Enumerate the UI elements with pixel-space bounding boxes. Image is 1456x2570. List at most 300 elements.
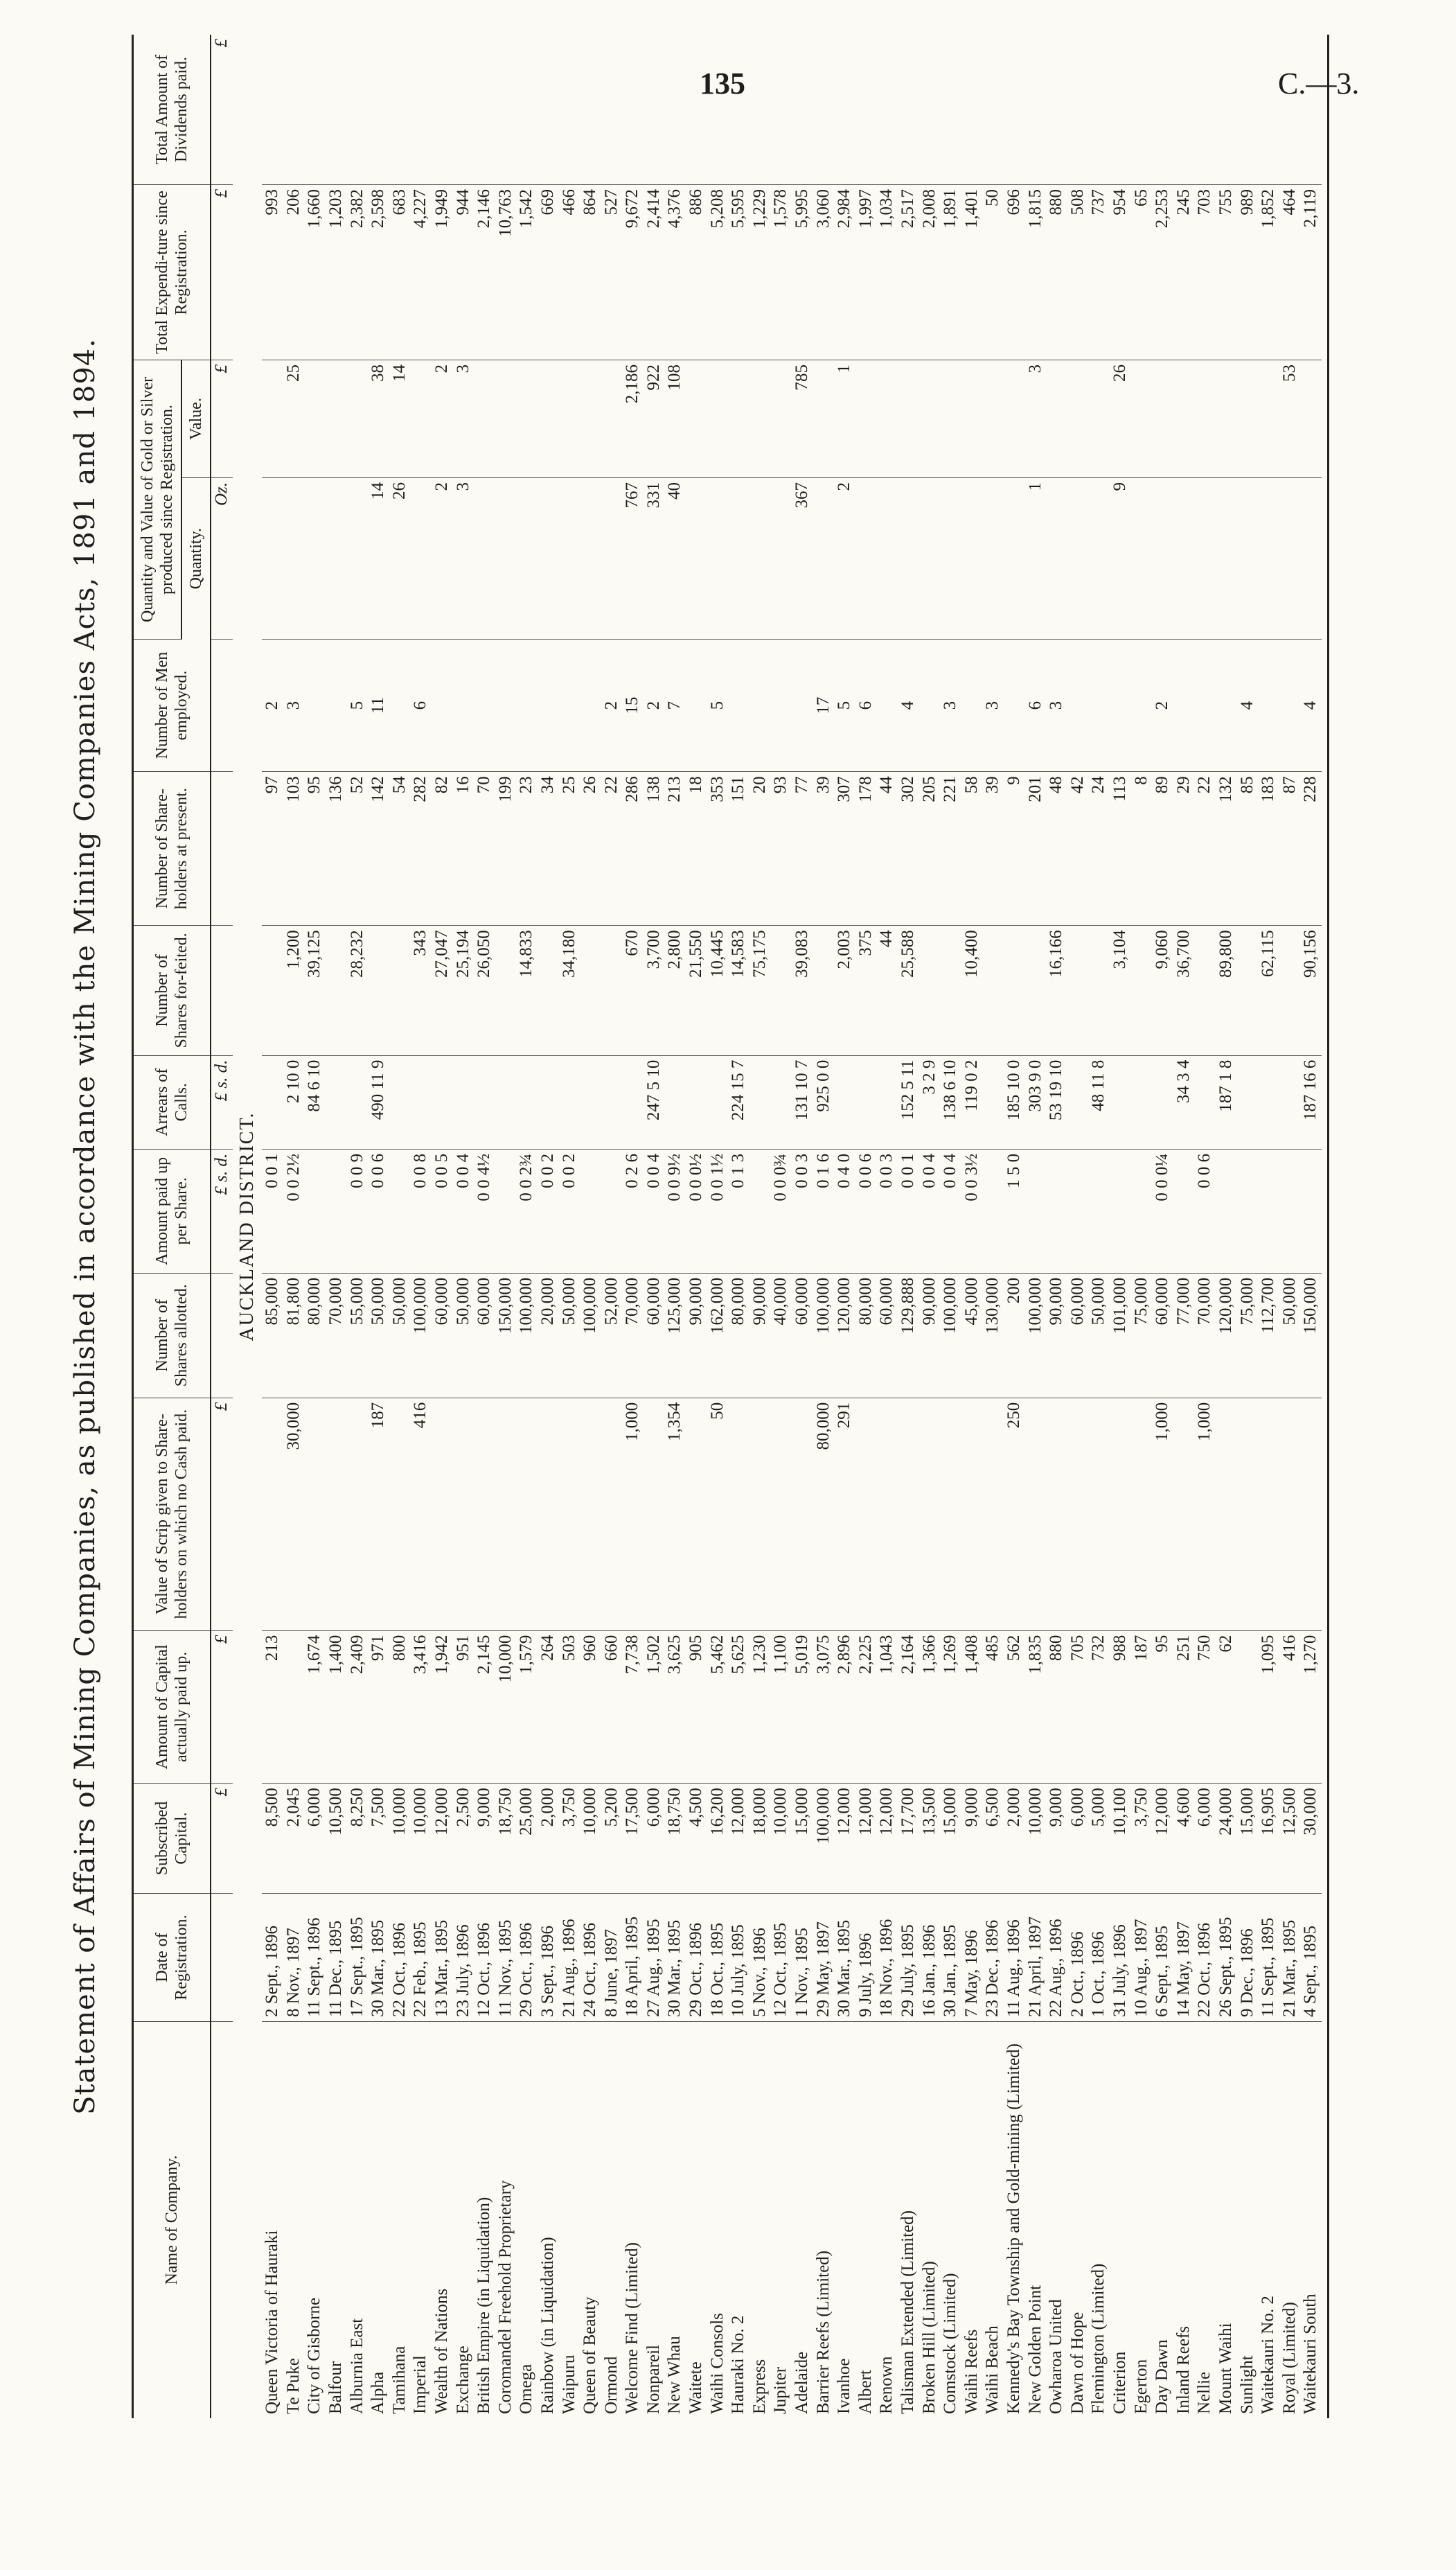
shares-allotted: 90,000 <box>749 1273 771 1398</box>
scrip-value <box>1237 1398 1259 1630</box>
capital-paid-up: 187 <box>1131 1630 1153 1784</box>
gold-value <box>855 360 877 478</box>
subscribed-capital: 3,750 <box>1131 1784 1153 1894</box>
scrip-value <box>453 1398 474 1630</box>
shareholders: 307 <box>834 772 855 926</box>
arrears-of-calls <box>749 1055 771 1149</box>
shares-allotted: 60,000 <box>643 1273 665 1398</box>
shares-allotted: 90,000 <box>1046 1273 1067 1398</box>
header-subscribed: Subscribed Capital. <box>133 1784 211 1894</box>
shares-forfeited: 2,800 <box>664 926 686 1055</box>
men-employed <box>749 639 771 771</box>
company-name: Te Puke <box>283 2358 303 2414</box>
men-employed: 3 <box>283 639 305 771</box>
total-expenditure: 1,949 <box>432 184 453 360</box>
registration-date: 24 Oct., 1896 <box>580 1894 601 2022</box>
registration-date: 13 Mar., 1895 <box>432 1894 453 2022</box>
gold-value: 108 <box>664 360 686 478</box>
shareholders: 70 <box>474 772 495 926</box>
paid-per-share <box>1258 1149 1279 1273</box>
gold-value <box>1300 360 1322 478</box>
gold-value <box>1131 360 1153 478</box>
paid-per-share <box>1088 1149 1110 1273</box>
gold-quantity <box>813 477 835 639</box>
gold-quantity: 1 <box>1025 477 1047 639</box>
gold-value <box>686 360 707 478</box>
scrip-value <box>1110 1398 1131 1630</box>
men-employed: 5 <box>707 639 729 771</box>
dividends-paid <box>1173 35 1195 184</box>
scrip-value <box>1258 1398 1279 1630</box>
registration-date: 30 Jan., 1895 <box>940 1894 961 2022</box>
shares-forfeited <box>982 926 1004 1055</box>
gold-quantity <box>326 477 347 639</box>
header-arrears: Arrears of Calls. <box>133 1055 211 1149</box>
company-name: Ivanhoe <box>835 2358 854 2414</box>
capital-paid-up: 800 <box>389 1630 411 1784</box>
paid-per-share: 0 0 8 <box>410 1149 432 1273</box>
shareholders: 132 <box>1216 772 1237 926</box>
shares-allotted: 150,000 <box>1300 1273 1322 1398</box>
paid-per-share <box>1067 1149 1089 1273</box>
paid-per-share <box>304 1149 326 1273</box>
shares-forfeited <box>770 926 792 1055</box>
gold-value: 785 <box>792 360 813 478</box>
arrears-of-calls <box>834 1055 855 1149</box>
gold-value: 25 <box>283 360 305 478</box>
dividends-paid <box>940 35 961 184</box>
shareholders: 138 <box>643 772 665 926</box>
dividends-paid <box>601 35 623 184</box>
dividends-paid <box>876 35 898 184</box>
registration-date: 3 Sept., 1896 <box>538 1894 559 2022</box>
gold-quantity <box>855 477 877 639</box>
registration-date: 1 Nov., 1895 <box>792 1894 813 2022</box>
gold-quantity <box>940 477 961 639</box>
paid-per-share <box>1279 1149 1301 1273</box>
gold-quantity <box>601 477 623 639</box>
subscribed-capital: 8,250 <box>347 1784 369 1894</box>
capital-paid-up: 660 <box>601 1630 623 1784</box>
registration-date: 18 Nov., 1896 <box>876 1894 898 2022</box>
table-row <box>495 35 517 2418</box>
dividends-paid <box>707 35 729 184</box>
table-row <box>410 35 432 2418</box>
table-row <box>643 35 665 2418</box>
scrip-value: 250 <box>1004 1398 1025 1630</box>
arrears-of-calls: 119 0 2 <box>961 1055 983 1149</box>
total-expenditure: 508 <box>1067 184 1089 360</box>
paid-per-share <box>326 1149 347 1273</box>
dividends-paid <box>643 35 665 184</box>
total-expenditure: 1,997 <box>855 184 877 360</box>
scrip-value <box>559 1398 580 1630</box>
unit-cell: Oz. <box>211 477 233 639</box>
scrip-value <box>1046 1398 1067 1630</box>
total-expenditure: 683 <box>389 184 411 360</box>
men-employed: 2 <box>262 639 283 771</box>
subscribed-capital: 12,000 <box>728 1784 749 1894</box>
registration-date: 23 Dec., 1896 <box>982 1894 1004 2022</box>
gold-quantity <box>516 477 538 639</box>
scrip-value <box>389 1398 411 1630</box>
table-row <box>347 35 369 2418</box>
capital-paid-up: 5,462 <box>707 1630 729 1784</box>
gold-value <box>919 360 941 478</box>
men-employed: 2 <box>643 639 665 771</box>
registration-date: 7 May, 1896 <box>961 1894 983 2022</box>
total-expenditure: 5,595 <box>728 184 749 360</box>
capital-paid-up: 880 <box>1046 1630 1067 1784</box>
gold-value <box>1216 360 1237 478</box>
shares-allotted: 90,000 <box>919 1273 941 1398</box>
scrip-value <box>1216 1398 1237 1630</box>
table-row <box>1025 35 1047 2418</box>
shareholders: 39 <box>813 772 835 926</box>
unit-cell: £ <box>211 1630 233 1784</box>
subscribed-capital: 100,000 <box>813 1784 835 1894</box>
subscribed-capital: 30,000 <box>1300 1784 1322 1894</box>
paid-per-share: 0 0 3 <box>876 1149 898 1273</box>
dividends-paid <box>686 35 707 184</box>
gold-value <box>516 360 538 478</box>
capital-paid-up <box>1237 1630 1259 1784</box>
gold-value <box>410 360 432 478</box>
scrip-value <box>1300 1398 1322 1630</box>
arrears-of-calls: 138 6 10 <box>940 1055 961 1149</box>
total-expenditure: 5,208 <box>707 184 729 360</box>
shares-forfeited <box>1067 926 1089 1055</box>
registration-date: 2 Oct., 1896 <box>1067 1894 1089 2022</box>
shares-forfeited: 343 <box>410 926 432 1055</box>
header-forfeited: Number of Shares for-feited. <box>133 926 211 1055</box>
men-employed <box>304 639 326 771</box>
paid-per-share: 0 0 2 <box>559 1149 580 1273</box>
capital-paid-up: 1,835 <box>1025 1630 1047 1784</box>
paid-per-share: 0 0 6 <box>368 1149 389 1273</box>
total-expenditure: 864 <box>580 184 601 360</box>
shares-allotted: 162,000 <box>707 1273 729 1398</box>
page-number: 135 <box>700 67 745 100</box>
shares-allotted: 125,000 <box>664 1273 686 1398</box>
table-row <box>834 35 855 2418</box>
header-holders: Number of Share-holders at present. <box>133 772 211 926</box>
table-row <box>432 35 453 2418</box>
arrears-of-calls <box>1194 1055 1216 1149</box>
shares-forfeited: 28,232 <box>347 926 369 1055</box>
company-name: Express <box>749 2359 769 2414</box>
gold-value: 1 <box>834 360 855 478</box>
registration-date: 29 Oct., 1896 <box>686 1894 707 2022</box>
shareholders: 25 <box>559 772 580 926</box>
registration-date: 2 Sept., 1896 <box>262 1894 283 2022</box>
dividends-paid <box>1300 35 1322 184</box>
men-employed: 6 <box>1025 639 1047 771</box>
subscribed-capital: 12,000 <box>855 1784 877 1894</box>
gold-value: 38 <box>368 360 389 478</box>
shareholders: 23 <box>516 772 538 926</box>
total-expenditure: 206 <box>283 184 305 360</box>
company-name: Waitete <box>686 2361 706 2414</box>
header-gold-group: Quantity and Value of Gold or Silver produced since Registration. <box>133 360 182 640</box>
header-date: Date of Registration. <box>133 1894 211 2022</box>
table-row <box>601 35 623 2418</box>
men-employed <box>1088 639 1110 771</box>
shares-forfeited: 36,700 <box>1173 926 1195 1055</box>
registration-date: 11 Sept., 1896 <box>304 1894 326 2022</box>
shares-forfeited <box>919 926 941 1055</box>
men-employed: 15 <box>622 639 643 771</box>
paid-per-share: 0 1 6 <box>813 1149 835 1273</box>
shareholders: 93 <box>770 772 792 926</box>
scrip-value <box>940 1398 961 1630</box>
shares-allotted: 81,800 <box>283 1273 305 1398</box>
table-row <box>1004 35 1025 2418</box>
scrip-value: 80,000 <box>813 1398 835 1630</box>
scrip-value <box>1025 1398 1047 1630</box>
shares-allotted: 60,000 <box>792 1273 813 1398</box>
shares-allotted: 40,000 <box>770 1273 792 1398</box>
paid-per-share: 0 0 4 <box>940 1149 961 1273</box>
total-expenditure: 2,598 <box>368 184 389 360</box>
shareholders: 205 <box>919 772 941 926</box>
registration-date: 6 Sept., 1895 <box>1152 1894 1173 2022</box>
header-expenditure: Total Expendi-ture since Registration. <box>133 184 211 360</box>
gold-quantity <box>961 477 983 639</box>
table-row <box>876 35 898 2418</box>
company-name: Waipuru <box>559 2355 578 2414</box>
arrears-of-calls: 152 5 11 <box>898 1055 919 1149</box>
shares-forfeited <box>538 926 559 1055</box>
scrip-value <box>538 1398 559 1630</box>
total-expenditure: 703 <box>1194 184 1216 360</box>
scrip-value <box>749 1398 771 1630</box>
registration-date: 22 Aug., 1896 <box>1046 1894 1067 2022</box>
shares-allotted: 60,000 <box>1152 1273 1173 1398</box>
shares-forfeited: 375 <box>855 926 877 1055</box>
company-name: Ormond <box>601 2356 621 2414</box>
dividends-paid <box>580 35 601 184</box>
district-row <box>233 35 263 2418</box>
total-expenditure: 1,203 <box>326 184 347 360</box>
dividends-paid <box>919 35 941 184</box>
subscribed-capital: 9,000 <box>961 1784 983 1894</box>
shareholders: 201 <box>1025 772 1047 926</box>
dividends-paid <box>622 35 643 184</box>
company-name: Welcome Find (Limited) <box>623 2242 642 2414</box>
gold-value <box>1173 360 1195 478</box>
shares-forfeited <box>1194 926 1216 1055</box>
shares-forfeited <box>495 926 517 1055</box>
table-row <box>516 35 538 2418</box>
table-row <box>1046 35 1067 2418</box>
registration-date: 30 Mar., 1895 <box>368 1894 389 2022</box>
mining-companies-table <box>132 35 1329 2418</box>
shares-forfeited <box>1237 926 1259 1055</box>
gold-value: 53 <box>1279 360 1301 478</box>
registration-date: 22 Oct., 1896 <box>1194 1894 1216 2022</box>
arrears-of-calls <box>707 1055 729 1149</box>
dividends-paid <box>664 35 686 184</box>
dividends-paid <box>1258 35 1279 184</box>
shares-allotted: 50,000 <box>1088 1273 1110 1398</box>
men-employed <box>474 639 495 771</box>
shares-allotted: 52,000 <box>601 1273 623 1398</box>
total-expenditure: 245 <box>1173 184 1195 360</box>
shareholders: 199 <box>495 772 517 926</box>
shareholders: 8 <box>1131 772 1153 926</box>
paid-per-share <box>749 1149 771 1273</box>
gold-quantity <box>262 477 283 639</box>
gold-value <box>898 360 919 478</box>
subscribed-capital: 18,750 <box>664 1784 686 1894</box>
shares-allotted: 100,000 <box>813 1273 835 1398</box>
shareholders: 24 <box>1088 772 1110 926</box>
paid-per-share <box>1216 1149 1237 1273</box>
capital-paid-up: 1,942 <box>432 1630 453 1784</box>
scrip-value <box>474 1398 495 1630</box>
men-employed: 6 <box>855 639 877 771</box>
capital-paid-up: 562 <box>1004 1630 1025 1784</box>
subscribed-capital: 3,750 <box>559 1784 580 1894</box>
table-row <box>770 35 792 2418</box>
paid-per-share: 0 0 4 <box>919 1149 941 1273</box>
arrears-of-calls <box>876 1055 898 1149</box>
paid-per-share <box>1110 1149 1131 1273</box>
dividends-paid <box>1194 35 1216 184</box>
shareholders: 16 <box>453 772 474 926</box>
shareholders: 95 <box>304 772 326 926</box>
scrip-value <box>1131 1398 1153 1630</box>
capital-paid-up: 264 <box>538 1630 559 1784</box>
company-name: Queen of Beauty <box>580 2296 600 2414</box>
scrip-value: 416 <box>410 1398 432 1630</box>
gold-quantity <box>1300 477 1322 639</box>
total-expenditure: 3,060 <box>813 184 835 360</box>
gold-value <box>1152 360 1173 478</box>
registration-date: 9 July, 1896 <box>855 1894 877 2022</box>
company-name: Criterion <box>1110 2351 1129 2414</box>
men-employed: 3 <box>940 639 961 771</box>
gold-value <box>961 360 983 478</box>
paid-per-share: 0 0 0¾ <box>770 1149 792 1273</box>
header-per-share: Amount paid up per Share. <box>133 1149 211 1273</box>
capital-paid-up: 1,366 <box>919 1630 941 1784</box>
shares-forfeited <box>1088 926 1110 1055</box>
table-row <box>580 35 601 2418</box>
arrears-of-calls <box>389 1055 411 1149</box>
subscribed-capital: 8,500 <box>262 1784 283 1894</box>
capital-paid-up: 732 <box>1088 1630 1110 1784</box>
paid-per-share: 0 0 2½ <box>283 1149 305 1273</box>
arrears-of-calls <box>495 1055 517 1149</box>
table-row <box>749 35 771 2418</box>
men-employed <box>559 639 580 771</box>
gold-value <box>982 360 1004 478</box>
total-expenditure: 2,146 <box>474 184 495 360</box>
company-name: Owharoa United <box>1047 2299 1066 2414</box>
gold-value <box>262 360 283 478</box>
shares-allotted: 130,000 <box>982 1273 1004 1398</box>
registration-date: 16 Jan., 1896 <box>919 1894 941 2022</box>
gold-value <box>474 360 495 478</box>
dividends-paid <box>1131 35 1153 184</box>
shares-forfeited <box>940 926 961 1055</box>
arrears-of-calls <box>538 1055 559 1149</box>
company-name: Imperial <box>411 2355 430 2414</box>
company-name: Waitekauri No. 2 <box>1259 2296 1278 2414</box>
shareholders: 282 <box>410 772 432 926</box>
gold-quantity <box>707 477 729 639</box>
dividends-paid <box>1025 35 1047 184</box>
registration-date: 14 May, 1897 <box>1173 1894 1195 2022</box>
shares-allotted: 90,000 <box>686 1273 707 1398</box>
dividends-paid <box>410 35 432 184</box>
table-row <box>1258 35 1279 2418</box>
subscribed-capital: 7,500 <box>368 1784 389 1894</box>
dividends-paid <box>538 35 559 184</box>
scrip-value <box>686 1398 707 1630</box>
men-employed: 7 <box>664 639 686 771</box>
gold-value: 2,186 <box>622 360 643 478</box>
capital-paid-up: 971 <box>368 1630 389 1784</box>
arrears-of-calls: 224 15 7 <box>728 1055 749 1149</box>
men-employed: 4 <box>1300 639 1322 771</box>
registration-date: 29 Oct., 1896 <box>516 1894 538 2022</box>
arrears-of-calls: 303 9 0 <box>1025 1055 1047 1149</box>
gold-quantity <box>749 477 771 639</box>
shares-allotted: 55,000 <box>347 1273 369 1398</box>
gold-value: 3 <box>1025 360 1047 478</box>
unit-cell: £ <box>211 360 233 478</box>
shares-forfeited: 10,445 <box>707 926 729 1055</box>
gold-quantity <box>1258 477 1279 639</box>
total-expenditure: 2,517 <box>898 184 919 360</box>
table-row <box>262 35 283 2418</box>
gold-value <box>326 360 347 478</box>
table-row <box>855 35 877 2418</box>
arrears-of-calls <box>347 1055 369 1149</box>
paid-per-share: 0 0 4 <box>643 1149 665 1273</box>
company-name: New Golden Point <box>1025 2285 1045 2414</box>
paid-per-share: 0 0 0¼ <box>1152 1149 1173 1273</box>
arrears-of-calls: 34 3 4 <box>1173 1055 1195 1149</box>
gold-quantity <box>580 477 601 639</box>
men-employed <box>686 639 707 771</box>
capital-paid-up: 251 <box>1173 1630 1195 1784</box>
company-name: Egerton <box>1131 2359 1151 2414</box>
shares-allotted: 80,000 <box>855 1273 877 1398</box>
dividends-paid <box>728 35 749 184</box>
dividends-paid <box>813 35 835 184</box>
dividends-paid <box>389 35 411 184</box>
total-expenditure: 989 <box>1237 184 1259 360</box>
company-name: British Empire (in Liquidation) <box>474 2197 494 2414</box>
shares-forfeited: 9,060 <box>1152 926 1173 1055</box>
total-expenditure: 10,763 <box>495 184 517 360</box>
dividends-paid <box>1279 35 1301 184</box>
unit-cell: £ s. d. <box>211 1149 233 1273</box>
gold-quantity: 40 <box>664 477 686 639</box>
shares-allotted: 75,000 <box>1131 1273 1153 1398</box>
gold-value <box>601 360 623 478</box>
dividends-paid <box>1004 35 1025 184</box>
company-name: Mount Waihi <box>1216 2323 1235 2414</box>
capital-paid-up <box>283 1630 305 1784</box>
men-employed <box>1067 639 1089 771</box>
men-employed <box>792 639 813 771</box>
table-row <box>982 35 1004 2418</box>
